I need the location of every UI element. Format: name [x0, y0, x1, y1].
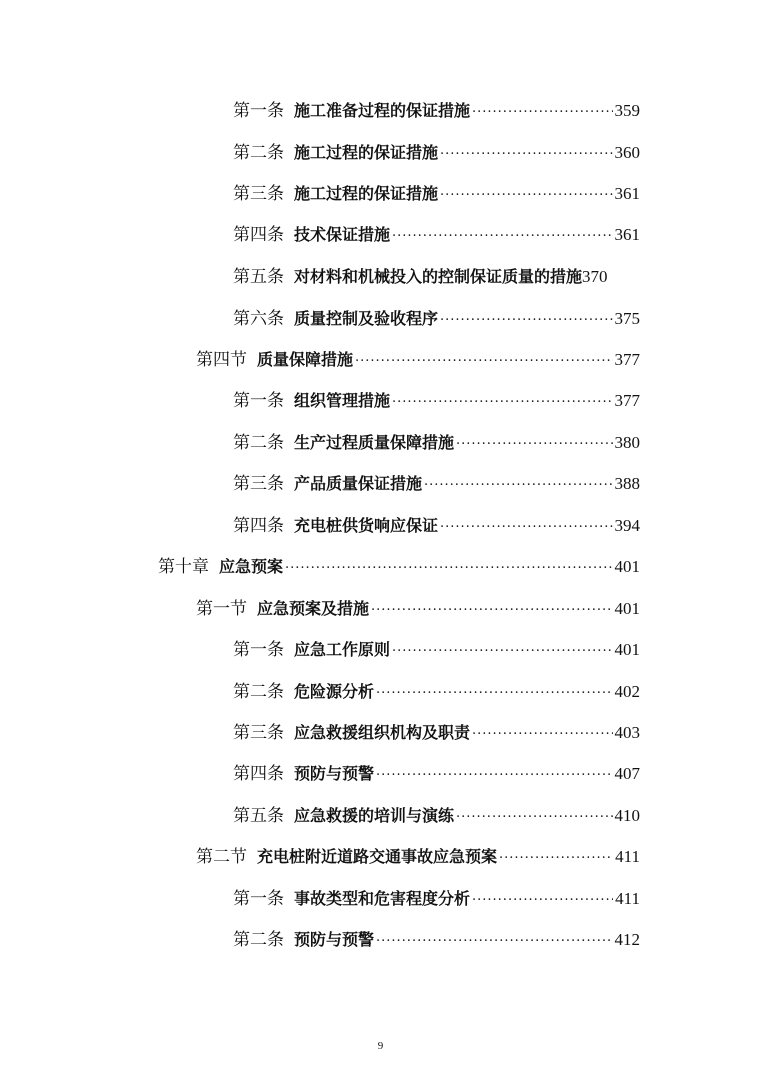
- toc-dot-leader: [440, 308, 612, 330]
- toc-entry-label: 第二条: [233, 682, 284, 702]
- toc-dot-leader: [392, 224, 612, 246]
- toc-entry-label: 第三条: [233, 184, 284, 204]
- toc-entry[interactable]: [233, 677, 640, 703]
- toc-entry-title: 应急救援的培训与演练: [294, 806, 455, 825]
- toc-entry-page: 401: [614, 640, 640, 659]
- toc-entry-title: 危险源分析: [294, 682, 375, 701]
- toc-entry-page: 402: [614, 682, 640, 701]
- toc-dot-leader: [371, 598, 612, 620]
- toc-entry-label: 第十章: [158, 557, 209, 577]
- toc-dot-leader: [376, 929, 612, 951]
- toc-dot-leader: [285, 556, 612, 578]
- toc-entry-title: 质量控制及验收程序: [294, 309, 439, 328]
- toc-entry[interactable]: [233, 220, 640, 246]
- toc-entry-page: 407: [614, 764, 640, 783]
- page-number: 9: [377, 1040, 384, 1052]
- toc-entry-page: 380: [614, 433, 640, 452]
- toc-entry-page: 361: [614, 225, 640, 244]
- toc-entry-title: 应急预案: [219, 557, 284, 576]
- toc-entry[interactable]: [233, 469, 640, 495]
- toc-entry[interactable]: [233, 801, 640, 827]
- toc-entry[interactable]: [233, 884, 640, 910]
- toc-entry[interactable]: [233, 759, 640, 785]
- toc-entry-title: 预防与预警: [294, 930, 375, 949]
- toc-entry-page: 359: [614, 101, 640, 120]
- toc-entry-page: 411: [615, 847, 640, 866]
- toc-entry-page: 388: [614, 474, 640, 493]
- toc-entry-page: 375: [614, 309, 640, 328]
- toc-entry-page: 411: [615, 889, 640, 908]
- toc-dot-leader: [456, 805, 612, 827]
- toc-dot-leader: [376, 681, 612, 703]
- toc-entry-title: 组织管理措施: [294, 391, 391, 410]
- toc-entry-title: 生产过程质量保障措施: [294, 433, 455, 452]
- toc-dot-leader: [355, 349, 612, 371]
- toc-entry-title: 产品质量保证措施: [294, 474, 423, 493]
- toc-entry-label: 第六条: [233, 309, 284, 329]
- toc-entry-page: 410: [614, 806, 640, 825]
- toc-entry-title: 预防与预警: [294, 764, 375, 783]
- toc-entry[interactable]: [196, 842, 640, 868]
- toc-entry-page: 403: [614, 723, 640, 742]
- toc-entry-page: 377: [614, 350, 640, 369]
- toc-entry[interactable]: [196, 594, 640, 620]
- toc-entry-title: 充电桩附近道路交通事故应急预案: [257, 847, 498, 866]
- toc-entry-label: 第一节: [196, 599, 247, 619]
- toc-entry-title: 对材料和机械投入的控制保证质量的措施: [294, 267, 583, 286]
- toc-entry-title: 施工准备过程的保证措施: [294, 101, 471, 120]
- toc-entry-label: 第一条: [233, 889, 284, 909]
- toc-entry-label: 第五条: [233, 267, 284, 287]
- toc-entry-label: 第四条: [233, 516, 284, 536]
- toc-dot-leader: [472, 888, 613, 910]
- toc-entry-label: 第四节: [196, 350, 247, 370]
- toc-entry-title: 施工过程的保证措施: [294, 184, 439, 203]
- toc-dot-leader: [499, 846, 613, 868]
- toc-entry[interactable]: [233, 262, 640, 288]
- toc-entry-label: 第一条: [233, 391, 284, 411]
- toc-dot-leader: [440, 142, 612, 164]
- toc-entry-title: 应急救援组织机构及职责: [294, 723, 471, 742]
- toc-entry-label: 第五条: [233, 806, 284, 826]
- toc-entry-page: 412: [614, 930, 640, 949]
- toc-entry-title: 技术保证措施: [294, 225, 391, 244]
- toc-entry-page: 401: [614, 557, 640, 576]
- toc-dot-leader: [392, 390, 612, 412]
- toc-entry-page: 394: [614, 516, 640, 535]
- toc-entry[interactable]: [233, 925, 640, 951]
- toc-entry[interactable]: [233, 428, 640, 454]
- toc-dot-leader: [440, 515, 612, 537]
- toc-dot-leader: [376, 763, 612, 785]
- toc-dot-leader: [424, 473, 612, 495]
- toc-entry-title: 应急预案及措施: [257, 599, 370, 618]
- toc-entry-label: 第二条: [233, 143, 284, 163]
- toc-entry[interactable]: [233, 511, 640, 537]
- toc-entry-label: 第三条: [233, 474, 284, 494]
- toc-dot-leader: [456, 432, 612, 454]
- toc-entry-page: 377: [614, 391, 640, 410]
- toc-entry[interactable]: [233, 138, 640, 164]
- toc-entry-page: 401: [614, 599, 640, 618]
- toc-entry-page: 361: [614, 184, 640, 203]
- toc-entry-title: 事故类型和危害程度分析: [294, 889, 471, 908]
- toc-dot-leader: [472, 722, 612, 744]
- toc-entry[interactable]: [233, 635, 640, 661]
- toc-dot-leader: [472, 100, 612, 122]
- toc-entry[interactable]: [158, 552, 640, 578]
- toc-entry-label: 第四条: [233, 225, 284, 245]
- toc-dot-leader: [440, 183, 612, 205]
- toc-entry-label: 第一条: [233, 640, 284, 660]
- toc-entry[interactable]: [233, 718, 640, 744]
- toc-entry[interactable]: [233, 386, 640, 412]
- toc-entry[interactable]: [233, 304, 640, 330]
- toc-entry-page: 360: [614, 143, 640, 162]
- toc-entry-label: 第三条: [233, 723, 284, 743]
- toc-entry-title: 质量保障措施: [257, 350, 354, 369]
- toc-entry-label: 第一条: [233, 101, 284, 121]
- toc-entry-label: 第四条: [233, 764, 284, 784]
- toc-entry-label: 第二条: [233, 433, 284, 453]
- toc-entry-title: 应急工作原则: [294, 640, 391, 659]
- toc-entry[interactable]: [196, 345, 640, 371]
- toc-entry[interactable]: [233, 96, 640, 122]
- toc-entry[interactable]: [233, 179, 640, 205]
- toc-entry-label: 第二节: [196, 847, 247, 867]
- toc-entry-title: 施工过程的保证措施: [294, 143, 439, 162]
- toc-dot-leader: [392, 639, 612, 661]
- toc-entry-page: 370: [582, 267, 608, 286]
- toc-entry-title: 充电桩供货响应保证: [294, 516, 439, 535]
- toc-entry-label: 第二条: [233, 930, 284, 950]
